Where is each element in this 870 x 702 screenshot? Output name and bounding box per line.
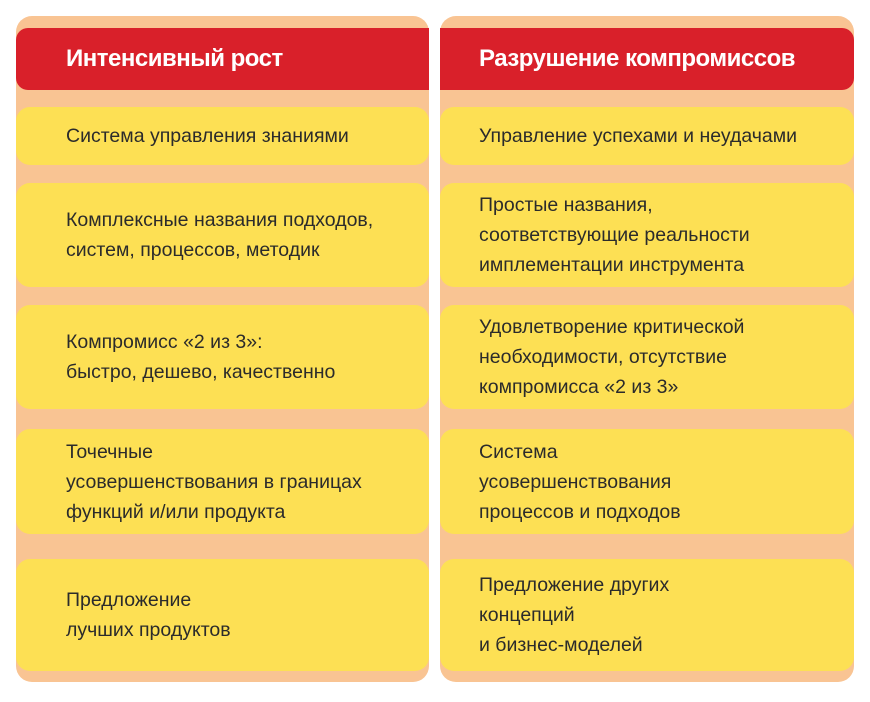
cell-text: Управление успехами и неудачами — [479, 125, 798, 147]
cell-text: Система управления знаниями — [66, 125, 349, 147]
cell-text: Точечные усовершенствования в границах функций и/или продукта — [66, 440, 362, 523]
table-cell-right-row-4 — [440, 429, 854, 534]
table-cell-right-row-5 — [440, 559, 854, 671]
header-intensive-growth: Интенсивный рост — [66, 45, 283, 72]
cell-text: Комплексные названия подходов, систем, процессов, методик — [66, 209, 374, 261]
table-cell-left-row-3 — [16, 305, 429, 409]
table-cell-left-row-2 — [16, 183, 429, 287]
cell-text: Предложение лучших продуктов — [66, 589, 231, 641]
table-cell-left-row-5 — [16, 559, 429, 671]
cell-text: Удовлетворение критической необходимости, отсутствие компромисса «2 из 3» — [479, 316, 745, 398]
table-cell-left-row-1 — [16, 107, 429, 165]
header-breaking-tradeoffs: Разрушение компромиссов — [479, 45, 795, 72]
table-cell-right-row-2 — [440, 183, 854, 287]
cell-text: Компромисс «2 из 3»: быстро, дешево, качественно — [66, 331, 336, 383]
table-cell-left-row-4 — [16, 429, 429, 534]
table-cell-right-row-3 — [440, 305, 854, 409]
header-separator — [429, 16, 440, 96]
cell-text: Предложение других концепций и бизнес-моделей — [479, 574, 670, 656]
cell-text: Простые названия, соответствующие реальности имплементации инструмента — [479, 194, 750, 276]
table-cell-right-row-1 — [440, 107, 854, 165]
cell-text: Система усовершенствования процессов и подходов — [479, 440, 681, 523]
